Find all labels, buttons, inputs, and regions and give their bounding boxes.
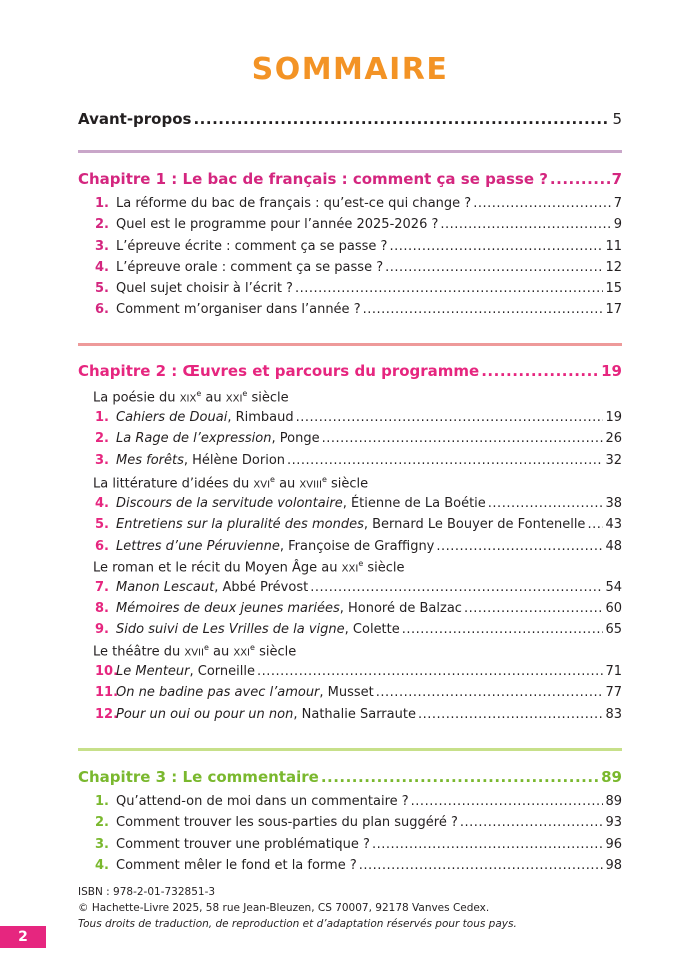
toc-entry[interactable] — [78, 539, 622, 554]
heading-text: au — [201, 390, 226, 406]
work-title: Mes forêts — [116, 453, 184, 468]
entry-page: 38 — [605, 496, 622, 511]
century-numeral: XXI — [225, 393, 243, 405]
toc-entry[interactable] — [78, 239, 622, 254]
entry-number: 2. — [95, 431, 109, 446]
work-title: Sido suivi de Les Vrilles de la vigne — [116, 622, 345, 637]
entry-number: 3. — [95, 239, 109, 254]
work-author: , Corneille — [189, 664, 255, 679]
dot-leader — [257, 664, 603, 679]
dot-leader — [389, 239, 603, 254]
century-numeral: XVI — [253, 479, 271, 491]
chapter-page: 7 — [611, 170, 622, 188]
century-numeral: XXI — [341, 563, 359, 575]
dot-leader — [372, 837, 604, 852]
section-heading — [93, 643, 296, 659]
century-numeral: XXI — [233, 647, 251, 659]
chapter-1-rule — [78, 150, 622, 153]
dot-leader — [385, 260, 603, 275]
chapter-page: 89 — [601, 768, 622, 786]
section-heading — [93, 389, 289, 405]
dot-leader — [322, 431, 604, 446]
chapter-3-rule — [78, 748, 622, 751]
entry-number: 1. — [95, 794, 109, 809]
toc-entry[interactable] — [78, 196, 622, 211]
century-suffix: e — [250, 643, 255, 652]
dot-leader — [418, 707, 604, 722]
dot-leader — [473, 196, 612, 211]
dot-leader — [363, 302, 604, 317]
dot-leader — [440, 217, 611, 232]
entry-label: La réforme du bac de français : qu’est-ce qui change ? — [116, 196, 472, 211]
toc-entry[interactable] — [78, 217, 622, 232]
dot-leader — [464, 601, 604, 616]
dot-leader — [550, 170, 610, 188]
entry-number: 2. — [95, 217, 109, 232]
century-suffix: e — [203, 643, 209, 652]
entry-number: 7. — [95, 580, 109, 595]
toc-entry[interactable] — [78, 453, 622, 468]
entry-number: 11. — [95, 685, 119, 700]
work-title: Pour un oui ou pour un non — [116, 707, 294, 722]
toc-entry[interactable] — [78, 858, 622, 873]
entry-label: Comment trouver une problématique ? — [116, 837, 370, 852]
century-suffix: e — [321, 475, 327, 484]
chapter-title: Chapitre 2 : Œuvres et parcours du programme — [78, 362, 480, 380]
copyright-text: © Hachette-Livre 2025, 58 rue Jean-Bleuzen, CS 70007, 92178 Vanves Cedex. — [78, 902, 490, 914]
entry-label: Quel sujet choisir à l’écrit ? — [116, 281, 293, 296]
dot-leader — [310, 580, 603, 595]
heading-text: siècle — [247, 390, 289, 406]
dot-leader — [460, 815, 604, 830]
section-heading — [93, 559, 405, 575]
century-suffix: e — [358, 559, 364, 568]
dot-leader — [359, 858, 604, 873]
entry-page: 12 — [605, 260, 622, 275]
dot-leader — [193, 110, 610, 128]
entry-label: L’épreuve écrite : comment ça se passe ? — [116, 239, 388, 254]
entry-number: 1. — [95, 410, 109, 425]
dot-leader — [402, 622, 604, 637]
rights-text: Tous droits de traduction, de reproduction et d’adaptation réservés pour tous pays. — [78, 918, 517, 930]
heading-text: siècle — [326, 476, 369, 492]
work-title: Mémoires de deux jeunes mariées — [116, 601, 340, 616]
century-suffix: e — [242, 389, 248, 398]
toc-entry[interactable] — [78, 517, 622, 532]
work-author: , Honoré de Balzac — [339, 601, 462, 616]
toc-entry[interactable] — [78, 707, 622, 722]
entry-number: 2. — [95, 815, 109, 830]
work-author: , Rimbaud — [227, 410, 294, 425]
toc-entry[interactable] — [78, 281, 622, 296]
toc-entry[interactable] — [78, 622, 622, 637]
work-title: Discours de la servitude volontaire — [116, 496, 343, 511]
entry-number: 8. — [95, 601, 109, 616]
work-title: On ne badine pas avec l’amour — [116, 685, 320, 700]
entry-label: Avant-propos — [78, 110, 192, 128]
dot-leader — [321, 768, 599, 786]
heading-text: La poésie du — [93, 390, 180, 406]
entry-number: 4. — [95, 858, 109, 873]
entry-number: 5. — [95, 281, 109, 296]
entry-label: Qu’attend-on de moi dans un commentaire ? — [116, 794, 409, 809]
entry-number: 10. — [95, 664, 119, 679]
entry-page: 15 — [605, 281, 622, 296]
entry-page: 93 — [605, 815, 622, 830]
entry-page: 32 — [605, 453, 622, 468]
heading-text: La littérature d’idées du — [93, 476, 254, 492]
work-author: , Françoise de Graffigny — [279, 539, 435, 554]
entry-page: 77 — [605, 685, 622, 700]
toc-entry[interactable] — [78, 664, 622, 679]
work-title: Manon Lescaut — [116, 580, 215, 595]
heading-text: Le théâtre du — [93, 644, 185, 660]
entry-label: Comment m’organiser dans l’année ? — [116, 302, 361, 317]
work-author: , Hélène Dorion — [183, 453, 286, 468]
entry-number: 5. — [95, 517, 109, 532]
toc-entry[interactable] — [78, 496, 622, 511]
century-numeral: XVII — [184, 647, 204, 659]
entry-number: 1. — [95, 196, 109, 211]
chapter-title: Chapitre 1 : Le bac de français : comment ça se passe ? — [78, 170, 548, 188]
entry-label: Comment trouver les sous-parties du plan suggéré ? — [116, 815, 458, 830]
dot-leader — [296, 410, 604, 425]
dot-leader — [488, 496, 604, 511]
work-author: , Musset — [319, 685, 374, 700]
work-author: , Abbé Prévost — [214, 580, 309, 595]
chapter-page: 19 — [601, 362, 622, 380]
entry-page: 98 — [605, 858, 622, 873]
chapter-2-rule — [78, 343, 622, 346]
work-author: , Ponge — [271, 431, 320, 446]
work-author: , Colette — [344, 622, 400, 637]
work-title: Le Menteur — [116, 664, 190, 679]
page-number-badge: 2 — [0, 926, 46, 948]
dot-leader — [287, 453, 603, 468]
toc-entry[interactable] — [78, 302, 622, 317]
entry-label: L’épreuve orale : comment ça se passe ? — [116, 260, 384, 275]
entry-number: 9. — [95, 622, 109, 637]
toc-entry[interactable] — [78, 601, 622, 616]
entry-number: 12. — [95, 707, 119, 722]
entry-page: 96 — [605, 837, 622, 852]
entry-page: 11 — [605, 239, 622, 254]
entry-label: Comment mêler le fond et la forme ? — [116, 858, 357, 873]
entry-label: Quel est le programme pour l’année 2025-2026 ? — [116, 217, 439, 232]
toc-chapter-3[interactable] — [78, 768, 622, 786]
century-numeral: XIX — [179, 393, 197, 405]
entry-page: 89 — [605, 794, 622, 809]
toc-entry[interactable] — [78, 410, 622, 425]
entry-page: 54 — [605, 580, 622, 595]
entry-number: 4. — [95, 496, 109, 511]
entry-page: 71 — [605, 664, 622, 679]
entry-page: 60 — [605, 601, 622, 616]
dot-leader — [481, 362, 599, 380]
entry-page: 5 — [612, 110, 622, 128]
entry-number: 6. — [95, 302, 109, 317]
heading-text: Le roman et le récit du Moyen Âge au — [93, 560, 342, 576]
toc-entry[interactable] — [78, 815, 622, 830]
work-author: , Étienne de La Boétie — [342, 496, 486, 511]
toc-entry-avant-propos[interactable] — [78, 110, 622, 128]
chapter-title: Chapitre 3 : Le commentaire — [78, 768, 319, 786]
entry-page: 9 — [613, 217, 622, 232]
entry-number: 4. — [95, 260, 109, 275]
heading-text: au — [274, 476, 300, 492]
entry-page: 17 — [605, 302, 622, 317]
entry-page: 26 — [605, 431, 622, 446]
entry-number: 6. — [95, 539, 109, 554]
toc-entry[interactable] — [78, 837, 622, 852]
entry-page: 65 — [605, 622, 622, 637]
entry-number: 3. — [95, 837, 109, 852]
work-author: , Bernard Le Bouyer de Fontenelle — [363, 517, 586, 532]
isbn-text: ISBN : 978-2-01-732851-3 — [78, 886, 216, 898]
dot-leader — [587, 517, 603, 532]
work-title: Lettres d’une Péruvienne — [116, 539, 280, 554]
work-title: Entretiens sur la pluralité des mondes — [116, 517, 364, 532]
section-heading — [93, 475, 368, 491]
toc-entry[interactable] — [78, 685, 622, 700]
heading-text: au — [208, 644, 234, 660]
dot-leader — [436, 539, 603, 554]
toc-chapter-2[interactable] — [78, 362, 622, 380]
toc-chapter-1[interactable] — [78, 170, 622, 188]
entry-number: 3. — [95, 453, 109, 468]
century-numeral: XVIII — [299, 479, 322, 491]
heading-text: siècle — [254, 644, 297, 660]
toc-entry[interactable] — [78, 431, 622, 446]
century-suffix: e — [270, 475, 275, 484]
toc-entry[interactable] — [78, 260, 622, 275]
century-suffix: e — [196, 389, 202, 398]
work-title: Cahiers de Douai — [116, 410, 228, 425]
work-title: La Rage de l’expression — [116, 431, 272, 446]
work-author: , Nathalie Sarraute — [293, 707, 416, 722]
dot-leader — [295, 281, 603, 296]
entry-page: 7 — [613, 196, 622, 211]
toc-entry[interactable] — [78, 580, 622, 595]
entry-page: 43 — [605, 517, 622, 532]
page-title: SOMMAIRE — [251, 52, 449, 87]
entry-page: 48 — [605, 539, 622, 554]
toc-entry[interactable] — [78, 794, 622, 809]
dot-leader — [376, 685, 604, 700]
entry-page: 19 — [605, 410, 622, 425]
dot-leader — [411, 794, 604, 809]
entry-page: 83 — [605, 707, 622, 722]
heading-text: siècle — [363, 560, 405, 576]
